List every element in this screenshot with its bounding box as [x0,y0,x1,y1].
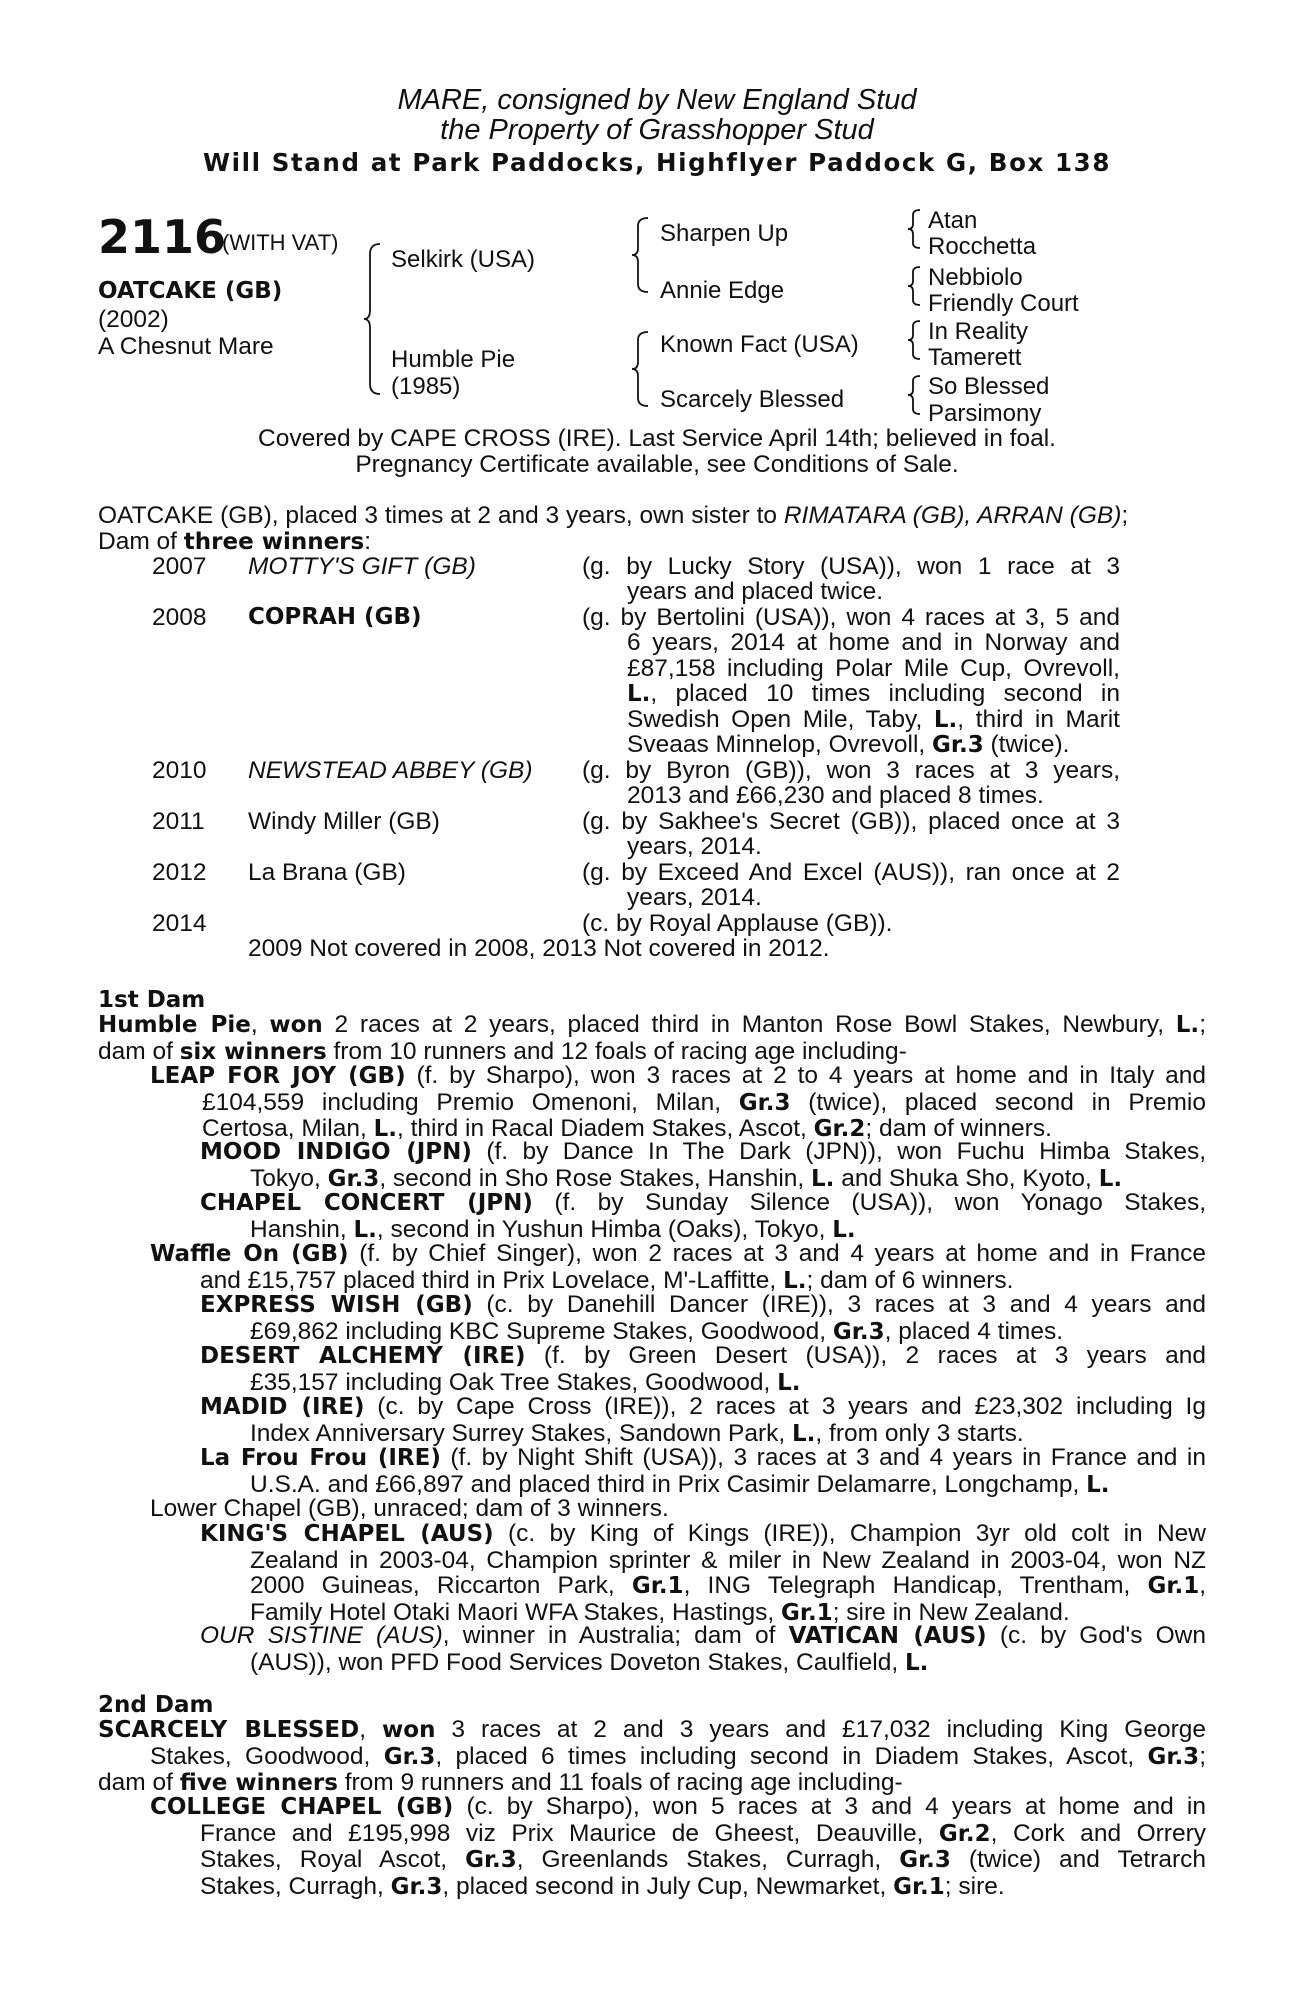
produce-year: 2010 [152,757,207,784]
pedigree-g3: Nebbiolo [928,264,1023,291]
produce-detail: years, 2014. [627,833,762,860]
produce-name: La Brana (GB) [248,859,406,886]
pedigree-bracket-gen1 [366,244,386,394]
second-dam-heading: 2nd Dam [98,1692,214,1718]
pedigree-dam-sire: Known Fact (USA) [660,331,859,358]
produce-detail: Sveaas Minnelop, Ovrevoll, Gr.3 (twice). [627,731,1070,758]
pedigree-sire-dam: Annie Edge [660,277,785,304]
produce-lower-chapel: Lower Chapel (GB), unraced; dam of 3 winners. [150,1495,669,1522]
second-dam-body: SCARCELY BLESSED, won 3 races at 2 and 3 years and £17,032 including King George Stakes, Goodwood, Gr.3, placed 6 times including second in Diadem Stakes, Ascot, Gr.3; dam of five winners from 9 runners and 11 foals of racing age including- [98,1716,1206,1796]
produce-desert-alchemy: DESERT ALCHEMY (IRE) (f. by Green Desert (USA)), 2 races at 3 years and £35,157 including Oak Tree Stakes, Goodwood, L. [200,1342,1206,1396]
not-covered-note: 2009 Not covered in 2008, 2013 Not covered in 2012. [248,935,830,962]
dam-of-winners: Dam of three winners: [98,528,372,555]
produce-madid: MADID (IRE) (c. by Cape Cross (IRE)), 2 races at 3 years and £23,302 including Ig Index Anniversary Surrey Stakes, Sandown Park, L., from only 3 starts. [200,1393,1206,1447]
pedigree-bracket-sire [634,218,654,292]
produce-name: NEWSTEAD ABBEY (GB) [248,757,533,784]
produce-mood-indigo: MOOD INDIGO (JPN) (f. by Dance In The Dark (JPN)), won Fuchu Himba Stakes, Tokyo, Gr.3, second in Sho Rose Stakes, Hanshin, L. and Shuka Sho, Kyoto, L. [200,1138,1206,1192]
produce-detail: (g. by Exceed And Excel (AUS)), ran once at 2 [582,859,1120,886]
intro-line: OATCAKE (GB), placed 3 times at 2 and 3 years, own sister to RIMATARA (GB), ARRAN (GB); [98,502,1129,529]
produce-la-frou-frou: La Frou Frou (IRE) (f. by Night Shift (USA)), 3 races at 3 and 4 years in France and in U.S.A. and £66,897 and placed third in Prix Casimir Delamarre, Longchamp, L. [200,1444,1206,1498]
pedigree-g4: Friendly Court [928,290,1079,317]
pedigree-bracket-g1 [908,210,924,248]
first-dam-heading: 1st Dam [98,987,206,1013]
produce-kings-chapel: KING'S CHAPEL (AUS) (c. by King of Kings (IRE)), Champion 3yr old colt in New Zealand in 2003-04, Champion sprinter & miler in New Zealand in 2003-04, won NZ 2000 Guineas, Riccarton Park, Gr.1, ING Telegraph Handicap, Trentham, Gr.1, Family Hotel Otaki Maori WFA Stakes, Hastings, Gr.1; sire in New Zealand. [200,1520,1207,1626]
pedigree-dam-year: (1985) [391,373,461,400]
pedigree-g5: In Reality [928,318,1029,345]
lot-number: 2116 [98,210,227,264]
pedigree-bracket-g4 [908,376,924,414]
produce-name: COPRAH (GB) [248,604,422,630]
produce-name: Windy Miller (GB) [248,808,440,835]
produce-detail: Swedish Open Mile, Taby, L., third in Marit [627,706,1120,733]
produce-detail: (c. by Royal Applause (GB)). [582,910,893,937]
produce-name: MOTTY'S GIFT (GB) [248,553,476,580]
header-stand-location: Will Stand at Park Paddocks, Highflyer Paddock G, Box 138 [203,148,1111,177]
produce-chapel-concert: CHAPEL CONCERT (JPN) (f. by Sunday Silence (USA)), won Yonago Stakes, Hanshin, L., second in Yushun Himba (Oaks), Tokyo, L. [200,1189,1207,1243]
pedigree-g2: Rocchetta [928,233,1037,260]
pedigree-g7: So Blessed [928,373,1050,400]
produce-year: 2007 [152,553,207,580]
pedigree-dam-dam: Scarcely Blessed [660,386,845,413]
produce-detail: years, 2014. [627,884,762,911]
produce-detail: years and placed twice. [627,578,884,605]
produce-express-wish: EXPRESS WISH (GB) (c. by Danehill Dancer (IRE)), 3 races at 3 and 4 years and £69,862 including KBC Supreme Stakes, Goodwood, Gr.3, placed 4 times. [200,1291,1206,1345]
header-consignor: MARE, consigned by New England Stud [397,84,917,116]
produce-detail: (g. by Bertolini (USA)), won 4 races at 3, 5 and [582,604,1120,631]
horse-year: (2002) [98,306,169,333]
vat-label: (WITH VAT) [222,230,339,255]
produce-waffle-on: Waffle On (GB) (f. by Chief Singer), won 2 races at 3 and 4 years at home and in France and £15,757 placed third in Prix Lovelace, M'-Laffitte, L.; dam of 6 winners. [150,1240,1206,1294]
produce-our-sistine: OUR SISTINE (AUS), winner in Australia; dam of VATICAN (AUS) (c. by God's Own (AUS)), won PFD Food Services Doveton Stakes, Caulfield, L. [200,1622,1207,1676]
produce-year: 2008 [152,604,207,631]
horse-description: A Chesnut Mare [98,333,274,360]
produce-year: 2014 [152,910,207,937]
produce-detail: (g. by Byron (GB)), won 3 races at 3 years, [582,757,1120,784]
produce-year: 2011 [152,808,205,835]
pedigree-dam: Humble Pie [391,346,516,373]
pedigree-sire-sire: Sharpen Up [660,220,789,247]
pedigree-sire: Selkirk (USA) [391,246,536,273]
produce-detail: (g. by Sakhee's Secret (GB)), placed once at 3 [582,808,1120,835]
pedigree-g8: Parsimony [928,400,1042,427]
produce-detail: 2013 and £66,230 and placed 8 times. [627,782,1044,809]
produce-detail: £87,158 including Polar Mile Cup, Ovrevoll, [627,655,1120,682]
pregnancy-note: Pregnancy Certificate available, see Conditions of Sale. [355,451,959,478]
horse-name: OATCAKE (GB) [98,278,283,304]
produce-detail: L., placed 10 times including second in [627,680,1120,707]
pedigree-bracket-g3 [908,321,924,359]
first-dam-body: Humble Pie, won 2 races at 2 years, placed third in Manton Rose Bowl Stakes, Newbury, L.; dam of six winners from 10 runners and 12 foals of racing age including- [98,1011,1206,1065]
pedigree-g1: Atan [928,207,978,234]
covered-note: Covered by CAPE CROSS (IRE). Last Service April 14th; believed in foal. [258,425,1056,452]
produce-detail: 6 years, 2014 at home and in Norway and [627,629,1120,656]
pedigree-g6: Tamerett [928,344,1022,371]
produce-leap-for-joy: LEAP FOR JOY (GB) (f. by Sharpo), won 3 races at 2 to 4 years at home and in Italy and £104,559 including Premio Omenoni, Milan, Gr.3 (twice), placed second in Premio Certosa, Milan, L., third in Racal Diadem Stakes, Ascot, Gr.2; dam of winners. [150,1062,1206,1142]
produce-year: 2012 [152,859,207,886]
pedigree-bracket-g2 [908,267,924,305]
pedigree-bracket-dam [634,332,654,406]
produce-college-chapel: COLLEGE CHAPEL (GB) (c. by Sharpo), won 5 races at 3 and 4 years at home and in France and £195,998 viz Prix Maurice de Gheest, Deauville, Gr.2, Cork and Orrery Stakes, Royal Ascot, Gr.3, Greenlands Stakes, Curragh, Gr.3 (twice) and Tetrarch Stakes, Curragh, Gr.3, placed second in July Cup, Newmarket, Gr.1; sire. [150,1793,1207,1900]
header-property: the Property of Grasshopper Stud [440,114,874,146]
produce-detail: (g. by Lucky Story (USA)), won 1 race at 3 [582,553,1120,580]
